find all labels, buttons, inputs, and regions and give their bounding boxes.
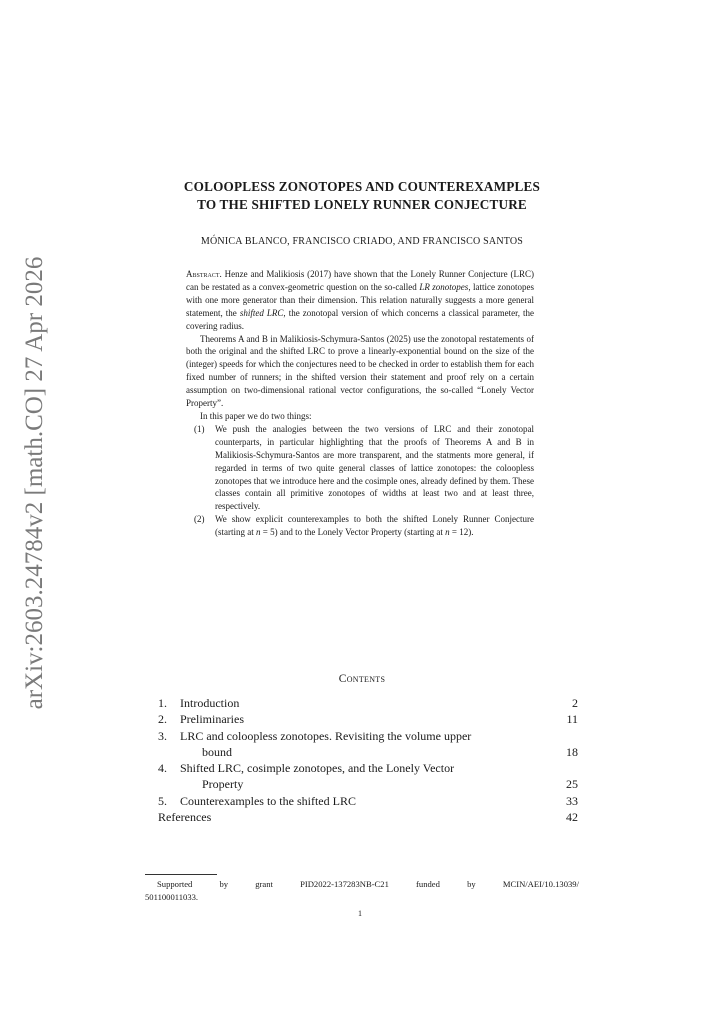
toc-entry[interactable] bbox=[158, 695, 578, 711]
toc-entry-page: 25 bbox=[566, 777, 578, 792]
list-item bbox=[186, 513, 534, 539]
abstract-text: , lattice zonotopes with one more generator than their dimension. This relation naturally suggests a more general statement, the bbox=[186, 281, 535, 318]
toc-entry-page: 33 bbox=[566, 793, 578, 808]
list-item-number: (2) bbox=[194, 514, 205, 525]
toc-references-page: 42 bbox=[566, 810, 578, 825]
toc-entry-title-continued: Property bbox=[202, 777, 244, 792]
footnote-line-1: Supported by grant PID2022-137283NB-C21 funded by MCIN/AEI/10.13039/ bbox=[157, 879, 579, 889]
table-of-contents bbox=[158, 695, 578, 825]
abstract-text: Henze and Malikiosis (2017) have shown that the Lonely Runner Conjecture (LRC) can be restated as a convex-geometric question on the so-called bbox=[186, 269, 534, 292]
math-variable: n bbox=[445, 527, 450, 538]
title-line-2: TO THE SHIFTED LONELY RUNNER CONJECTURE bbox=[197, 197, 527, 212]
math-variable: n bbox=[256, 527, 261, 538]
toc-entry-page: 11 bbox=[566, 712, 578, 727]
list-item-text: We push the analogies between the two versions of LRC and their zonotopal counterparts, in particular highlighting that the proofs of Theorems A and B in Malikiosis-Schymura-Santos are more transparent, and the statments more general, if regarded in terms of two quite general classes of lattice zonotopes: the coloopless zonotopes that we introduce here and the cosimple ones, already defined by them. These classes contain all primitive zonotopes of widths at least two and at least three, respectively. bbox=[215, 423, 534, 512]
abstract-emphasis: LR zonotopes bbox=[419, 281, 469, 292]
abstract-list bbox=[186, 423, 534, 539]
footnote bbox=[145, 878, 579, 904]
abstract-emphasis: shifted LRC bbox=[239, 307, 284, 318]
toc-entry-number: 5. bbox=[158, 793, 167, 808]
toc-entry-title: LRC and coloopless zonotopes. Revisiting the volume upper bbox=[180, 728, 472, 743]
arxiv-watermark bbox=[10, 256, 60, 709]
footnote-rule bbox=[145, 874, 217, 875]
arxiv-id: arXiv:2603.24784v2 [math.CO] 27 Apr 2026 bbox=[21, 256, 48, 709]
toc-entry-number: 4. bbox=[158, 761, 167, 776]
list-item-text: We show explicit counterexamples to both the shifted Lonely Runner Conjecture (starting at bbox=[215, 514, 534, 538]
toc-entry[interactable] bbox=[158, 793, 578, 809]
toc-entry-title-continued: bound bbox=[202, 744, 232, 759]
list-item bbox=[186, 423, 534, 513]
toc-entry-page: 18 bbox=[566, 744, 578, 759]
abstract-label: Abstract. bbox=[186, 269, 222, 279]
list-item-text: = 5) and to the Lonely Vector Property (starting at bbox=[262, 527, 443, 538]
toc-entry-title: Preliminaries bbox=[180, 712, 244, 727]
list-item-text: = 12). bbox=[451, 527, 474, 538]
paper-title bbox=[145, 178, 579, 214]
authors: MÓNICA BLANCO, FRANCISCO CRIADO, AND FRANCISCO SANTOS bbox=[200, 236, 524, 247]
toc-entry-number: 1. bbox=[158, 696, 167, 710]
toc-entry-page: 2 bbox=[572, 696, 578, 710]
toc-entry[interactable] bbox=[158, 728, 578, 761]
toc-references-label: References bbox=[158, 810, 212, 825]
toc-entry[interactable] bbox=[158, 711, 578, 727]
toc-entry-number: 3. bbox=[158, 728, 167, 743]
title-line-1: COLOOPLESS ZONOTOPES AND COUNTEREXAMPLES bbox=[183, 179, 541, 194]
list-item-number: (1) bbox=[194, 423, 205, 434]
toc-entry-title: Counterexamples to the shifted LRC bbox=[180, 793, 356, 808]
abstract-paragraph-1 bbox=[186, 268, 534, 333]
toc-entry-title: Shifted LRC, cosimple zonotopes, and the Lonely Vector bbox=[180, 761, 455, 776]
abstract-paragraph-3: In this paper we do two things: bbox=[200, 410, 312, 421]
abstract bbox=[186, 268, 534, 539]
toc-entry-title: Introduction bbox=[180, 696, 240, 710]
abstract-paragraph-2: Theorems A and B in Malikiosis-Schymura-Santos (2025) use the zonotopal restatements of both the original and the shifted LRC to prove a linearly-exponential bound on the size of the (integer) speeds for which the conjectures need to be checked in order to establish them for each fixed number of runners; in the shifted version their statement and proof rely on a certain assumption on two-dimensional rational vector configurations, the so-called “Lonely Vector Property”. bbox=[186, 333, 534, 409]
toc-entry-number: 2. bbox=[158, 712, 167, 727]
abstract-text: , the zonotopal version of which concerns a classical parameter, the covering radius. bbox=[186, 307, 535, 331]
toc-entry[interactable] bbox=[158, 760, 578, 793]
page-number: 1 bbox=[358, 909, 362, 918]
toc-entry-references[interactable] bbox=[158, 809, 578, 825]
footnote-line-2: 501100011033. bbox=[145, 892, 199, 902]
contents-heading: Contents bbox=[338, 673, 386, 685]
